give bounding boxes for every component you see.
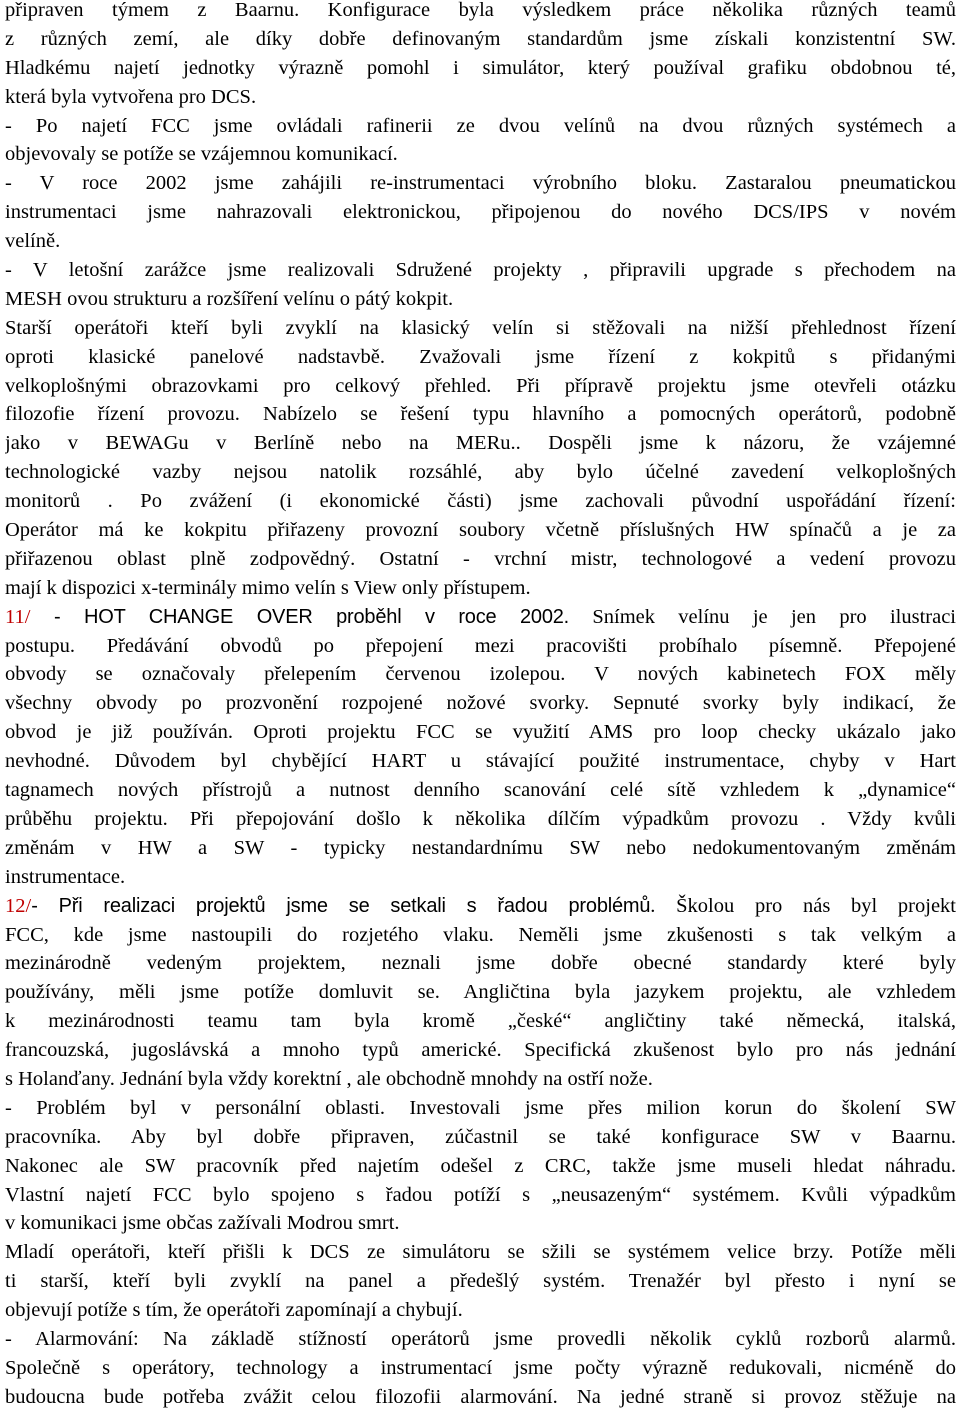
text-line: s Holanďany. Jednání byla vždy korektní , ale obchodně mnohdy na ostří nože.	[5, 1067, 653, 1090]
text-line: obvod je již používán. Oproti projektu FCC se využití AMS pro loop checky ukázalo jako	[5, 721, 956, 744]
text-line: Operátor má ke kokpitu přiřazeny provozní soubory včetně příslušných HW spínačů a je za	[5, 519, 956, 542]
text-line: připraven týmem z Baarnu. Konfigurace byla výsledkem práce několika různých teamů	[5, 0, 956, 21]
text-line: postupu. Předávání obvodů po přepojení mezi pracovišti probíhalo písemně. Přepojené	[5, 634, 956, 657]
text-line: Hladkému najetí jednotky výrazně pomohl i simulátor, který používal grafiku obdobnou té,	[5, 56, 956, 79]
text-line: Nakonec ale SW pracovník před najetím odešel z CRC, takže jsme museli hledat náhradu.	[5, 1154, 956, 1177]
text-line: instrumentaci jsme nahrazovali elektronickou, připojenou do nového DCS/IPS v novém	[5, 201, 956, 224]
text-line: - Problém byl v personální oblasti. Investovali jsme přes milion korun do školení SW	[5, 1096, 956, 1119]
text-line: Mladí operátoři, kteří přišli k DCS ze simulátoru se sžili se systémem velice brzy. Potíže měli	[5, 1241, 956, 1264]
text-line: nevhodné. Důvodem byl chybějící HART u stávající použité instrumentace, chyby v Hart	[5, 750, 956, 773]
text-line: budoucna bude potřeba zvážit celou filozofii alarmování. Na jedné straně si provoz stěžuje na	[5, 1385, 956, 1408]
section-number: 12/	[5, 894, 32, 917]
text-line: tagnamech nových přístrojů a nutnost denního scanování celé sítě vzhledem k „dynamice“	[5, 779, 956, 802]
text-line: přiřazenou oblast plně zodpovědný. Ostatní - vrchní mistr, technologové a vedení provozu	[5, 547, 956, 570]
text-line: mezinárodně vedeným projektem, neznali jsme dobře obecné standardy které byly	[5, 952, 956, 975]
text-line: objevují potíže s tím, že operátoři zapomínají a chybují.	[5, 1299, 463, 1322]
text-line: filozofie řízení provozu. Nabízelo se řešení typu hlavního a pomocných operátorů, podobně	[5, 403, 956, 426]
text-line: FCC, kde jsme nastoupili do rozjetého vlaku. Neměli jsme zkušenosti s tak velkým a	[5, 923, 956, 946]
text-line: všechny obvody po prozvonění rozpojené nožové svorky. Sepnuté svorky byly indikací, že	[5, 692, 956, 715]
text-line: ti starší, kteří byli zvyklí na panel a předešlý systém. Trenažér byl přesto i nyní se	[5, 1270, 956, 1293]
text-line: velíně.	[5, 230, 61, 253]
text-line: - Po najetí FCC jsme ovládali rafinerii ze dvou velínů na dvou různých systémech a	[5, 114, 956, 137]
text-span: . Školou pro nás byl projekt	[650, 894, 956, 917]
section-number: 11/	[5, 605, 31, 628]
text-line: Vlastní najetí FCC bylo spojeno s řadou potíží s „neusazeným“ systémem. Kvůli výpadkům	[5, 1183, 956, 1206]
text-line: změnám v HW a SW - typicky nestandardnímu SW nebo nedokumentovaným změnám	[5, 836, 956, 859]
text-line: z různých zemí, ale díky dobře definovaným standardům jsme získali konzistentní SW.	[5, 27, 956, 50]
text-line: francouzská, jugoslávská a mnoho typů americké. Specifická zkušenost bylo pro nás jednání	[5, 1039, 956, 1062]
text-line: instrumentace.	[5, 865, 126, 888]
text-line: Starší operátoři kteří byli zvyklí na klasický velín si stěžovali na nižší přehlednost řízení	[5, 316, 956, 339]
text-line: obvody se označovaly přelepením červenou izolepou. V nových kabinetech FOX měly	[5, 663, 956, 686]
text-span: Snímek velínu je jen pro ilustraci	[569, 605, 956, 628]
text-line: která byla vytvořena pro DCS.	[5, 85, 257, 108]
text-line: pracovníka. Aby byl dobře připraven, zúčastnil se také konfigurace SW v Baarnu.	[5, 1125, 956, 1148]
text-line: - V roce 2002 jsme zahájili re-instrumentaci výrobního bloku. Zastaralou pneumatickou	[5, 172, 956, 195]
text-line: - Alarmování: Na základě stížností operátorů jsme provedli několik cyklů rozborů alarmů.	[5, 1327, 956, 1350]
text-line: v komunikaci jsme občas zažívali Modrou smrt.	[5, 1212, 400, 1235]
text-line: mají k dispozici x-terminály mimo velín s View only přístupem.	[5, 576, 531, 599]
text-line: MESH ovou strukturu a rozšíření velínu o pátý kokpit.	[5, 287, 454, 310]
text-line: technologické vazby nejsou natolik rozsáhlé, aby bylo účelné zavedení velkoplošných	[5, 461, 956, 484]
text-line: k mezinárodnosti teamu tam byla kromě „české“ angličtiny také německá, italská,	[5, 1010, 956, 1033]
text-line: Společně s operátory, technology a instrumentací jsme počty výrazně redukovali, nicméně do	[5, 1356, 956, 1379]
text-line: monitorů . Po zvážení (i ekonomické části) jsme zachovali původní uspořádání řízení:	[5, 490, 956, 513]
section-heading: - Při realizaci projektů jsme se setkali s řadou problémů	[31, 894, 651, 917]
section-heading: - HOT CHANGE OVER proběhl v roce 2002.	[30, 605, 570, 628]
text-line: velkoplošnými obrazovkami pro celkový přehled. Při přípravě projektu jsme otevřeli otázku	[5, 374, 956, 397]
text-line: používány, měli jsme potíže domluvit se. Angličtina byla jazykem projektu, ale vzhledem	[5, 981, 956, 1004]
section-12-heading-line	[5, 892, 956, 921]
text-line: oproti klasické panelové nadstavbě. Zvažovali jsme řízení z kokpitů s přidanými	[5, 345, 956, 368]
text-line: - V letošní zarážce jsme realizovali Sdružené projekty , připravili upgrade s přechodem na	[5, 259, 956, 282]
text-line: průběhu projektu. Při přepojování došlo k několika dílčím výpadkům provozu . Vždy kvůli	[5, 807, 956, 830]
text-line: jako v BEWAGu v Berlíně nebo na MERu.. Dospěli jsme k názoru, že vzájemné	[5, 432, 956, 455]
text-line: objevovaly se potíže se vzájemnou komunikací.	[5, 143, 398, 166]
section-11-heading-line	[5, 603, 956, 632]
